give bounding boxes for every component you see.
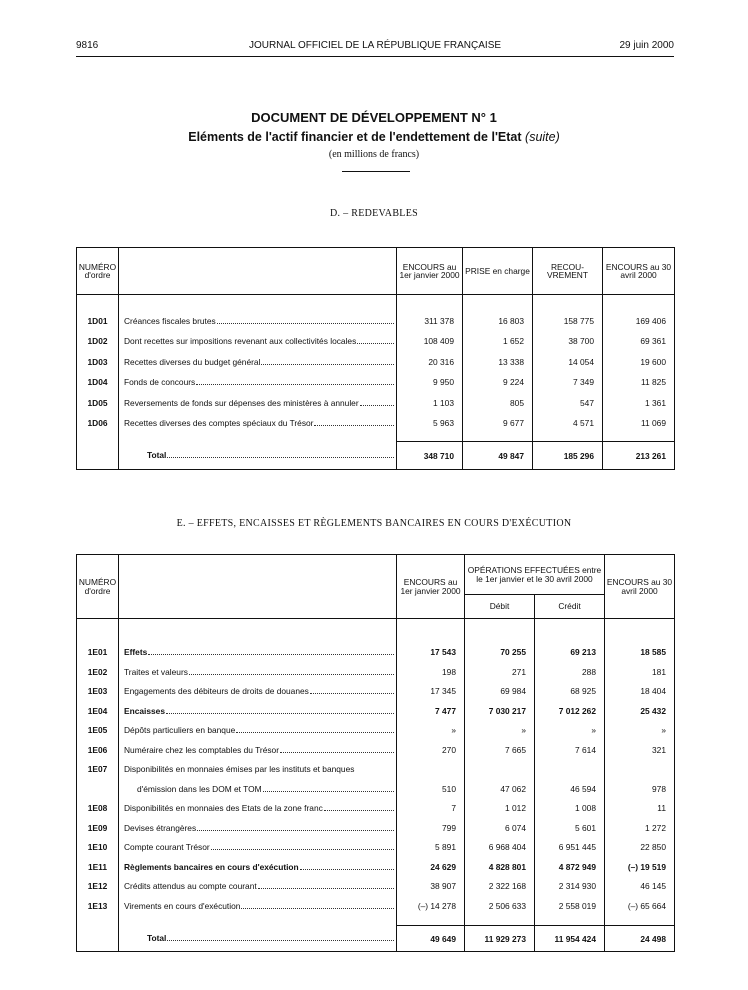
row-label: Recettes diverses du budget général [124,356,261,367]
row-value: » [605,721,675,741]
row-label-cell [119,413,397,434]
row-label-cell [119,818,397,838]
section-d-title: D. – REDEVABLES [330,208,418,219]
row-value: 1 008 [535,799,605,819]
row-value: 7 349 [533,372,603,393]
row-value: 799 [397,818,465,838]
total-label: Total [147,933,167,944]
row-value: 1 103 [397,393,463,414]
row-label-cell [119,372,397,393]
row-label-cell [119,352,397,373]
row-value: 7 614 [535,740,605,760]
row-label-cell [119,682,397,702]
row-value: 6 951 445 [535,838,605,858]
row-value: (–) 65 664 [605,896,675,916]
table-row [77,838,675,858]
col-credit-header: Crédit [535,595,605,619]
table-row [77,643,675,663]
row-label: Engagements des débiteurs de droits de douanes [124,686,309,697]
row-label: d'émission dans les DOM et TOM [137,783,262,794]
row-label-cell [119,779,397,799]
total-value: 11 929 273 [465,926,535,952]
section-e-title: E. – EFFETS, ENCAISSES ET RÈGLEMENTS BANCAIRES EN COURS D'EXÉCUTION [176,518,572,529]
row-value: 1 272 [605,818,675,838]
row-value: 11 069 [603,413,675,434]
row-value: 2 558 019 [535,896,605,916]
row-code [77,779,119,799]
row-value: 108 409 [397,331,463,352]
row-label: Dépôts particuliers en banque [124,725,236,736]
col-encours-debut-header: ENCOURS au 1er janvier 2000 [397,248,463,295]
row-label-cell [119,331,397,352]
row-value [397,760,465,780]
table-row [77,701,675,721]
row-value: 69 361 [603,331,675,352]
total-value: 24 498 [605,926,675,952]
row-code: 1D04 [87,377,108,388]
total-row [77,442,675,470]
unit-note: (en millions de francs) [328,149,420,160]
page-header [76,38,674,56]
table-row [77,799,675,819]
table-row [77,393,675,414]
row-code: 1D06 [87,418,108,429]
row-value: 4 571 [533,413,603,434]
col-prise-header: PRISE en charge [463,248,533,295]
page-number: 9816 [76,40,99,51]
table-header [77,248,675,295]
row-label-cell [119,311,397,332]
row-value: 1 361 [603,393,675,414]
row-value: 2 506 633 [465,896,535,916]
row-value: 69 213 [535,643,605,663]
row-label-cell [119,393,397,414]
row-code: 1E04 [87,705,108,716]
row-value: 38 700 [533,331,603,352]
row-value [605,760,675,780]
row-value: 46 594 [535,779,605,799]
row-value: 17 543 [397,643,465,663]
row-label: Disponibilités en monnaies émises par les instituts et banques [124,764,355,775]
total-value: 49 847 [463,442,533,470]
subtitle-suffix: (suite) [525,130,560,144]
table-row [77,877,675,897]
row-label: Devises étrangères [124,822,197,833]
row-code: 1E05 [87,725,108,736]
col-encours-debut-header: ENCOURS au 1er janvier 2000 [397,555,465,619]
row-value: 19 600 [603,352,675,373]
col-encours-fin-header: ENCOURS au 30 avril 2000 [603,248,675,295]
title-rule [342,171,410,172]
col-debit-header: Débit [465,595,535,619]
row-value: 547 [533,393,603,414]
issue-date: 29 juin 2000 [619,40,674,51]
row-label: Crédits attendus au compte courant [124,881,257,892]
row-label: Dont recettes sur impositions revenant aux collectivités locales [124,336,357,347]
row-label: Virements en cours d'exécution [124,900,241,911]
row-value: 17 345 [397,682,465,702]
row-value: 5 601 [535,818,605,838]
row-value: 4 828 801 [465,857,535,877]
redevables-table [76,247,675,470]
row-value: 158 775 [533,311,603,332]
document-subtitle: Eléments de l'actif financier et de l'endettement de l'Etat (suite) [188,130,560,144]
col-encours-fin-header: ENCOURS au 30 avril 2000 [605,555,675,619]
row-code: 1E03 [87,686,108,697]
row-value: 46 145 [605,877,675,897]
table-row [77,352,675,373]
row-value: 4 872 949 [535,857,605,877]
row-value: 1 012 [465,799,535,819]
table-row [77,896,675,916]
col-code-header: NUMÉRO d'ordre [78,261,117,280]
row-code: 1E02 [87,666,108,677]
table-row [77,857,675,877]
row-code: 1D02 [87,336,108,347]
row-code: 1D03 [87,356,108,367]
row-code: 1E06 [87,744,108,755]
row-label: Numéraire chez les comptables du Trésor [124,744,280,755]
row-value: 6 074 [465,818,535,838]
row-value: 9 677 [463,413,533,434]
row-value: 5 891 [397,838,465,858]
row-value: 2 322 168 [465,877,535,897]
row-value: 13 338 [463,352,533,373]
table-row [77,818,675,838]
row-value: 169 406 [603,311,675,332]
row-label-cell [119,701,397,721]
row-code: 1E08 [87,803,108,814]
total-value: 185 296 [533,442,603,470]
row-value: 25 432 [605,701,675,721]
journal-name: JOURNAL OFFICIEL DE LA RÉPUBLIQUE FRANÇAISE [248,40,502,51]
row-value: 271 [465,662,535,682]
row-value: 9 224 [463,372,533,393]
row-value: 11 [605,799,675,819]
row-label: Compte courant Trésor [124,842,210,853]
row-value: 321 [605,740,675,760]
total-value: 49 649 [397,926,465,952]
total-row [77,926,675,952]
row-value: 24 629 [397,857,465,877]
row-code: 1E07 [87,764,108,775]
row-value: » [397,721,465,741]
row-value: 16 803 [463,311,533,332]
row-label: Reversements de fonds sur dépenses des ministères à annuler [124,397,359,408]
col-code-header: NUMÉRO d'ordre [77,555,119,619]
total-value: 11 954 424 [535,926,605,952]
row-label: Règlements bancaires en cours d'exécution [124,861,299,872]
row-label-cell [119,857,397,877]
row-label-cell [119,838,397,858]
table-row [77,682,675,702]
row-label: Disponibilités en monnaies des Etats de la zone franc [124,803,323,814]
row-value: 5 963 [397,413,463,434]
row-code: 1E12 [87,881,108,892]
row-code: 1E13 [87,900,108,911]
row-value: 7 012 262 [535,701,605,721]
table-row [77,760,675,780]
effets-table [76,554,675,952]
row-label-cell [119,877,397,897]
row-value: 805 [463,393,533,414]
row-label-cell [119,896,397,916]
table-row [77,372,675,393]
row-value: 288 [535,662,605,682]
table-row [77,311,675,332]
row-value: 270 [397,740,465,760]
row-label-cell [119,760,397,780]
row-code: 1E10 [87,842,108,853]
row-value: 18 404 [605,682,675,702]
table-row [77,740,675,760]
row-value: 14 054 [533,352,603,373]
row-value: 11 825 [603,372,675,393]
row-value: 311 378 [397,311,463,332]
row-value: 510 [397,779,465,799]
row-value: 181 [605,662,675,682]
row-value: 198 [397,662,465,682]
row-code: 1E11 [87,861,108,872]
header-rule [76,56,674,57]
document-title: DOCUMENT DE DÉVELOPPEMENT N° 1 [251,110,497,125]
row-value [535,760,605,780]
total-value: 348 710 [397,442,463,470]
row-value: 69 984 [465,682,535,702]
row-value: 38 907 [397,877,465,897]
row-value: 7 665 [465,740,535,760]
row-value: (–) 19 519 [605,857,675,877]
total-label: Total [147,450,167,461]
row-value: 6 968 404 [465,838,535,858]
row-value: 20 316 [397,352,463,373]
row-value: » [535,721,605,741]
row-label-cell [119,662,397,682]
row-value: 47 062 [465,779,535,799]
row-label: Créances fiscales brutes [124,315,216,326]
row-value: 9 950 [397,372,463,393]
row-value: (–) 14 278 [397,896,465,916]
row-value: 2 314 930 [535,877,605,897]
row-label: Recettes diverses des comptes spéciaux du Trésor [124,418,314,429]
row-value: 978 [605,779,675,799]
table-row [77,331,675,352]
row-value: 1 652 [463,331,533,352]
row-code: 1D05 [87,397,108,408]
row-value: 18 585 [605,643,675,663]
row-value: 68 925 [535,682,605,702]
table-row [77,779,675,799]
table-row [77,721,675,741]
row-value: 22 850 [605,838,675,858]
row-label: Traites et valeurs [124,666,188,677]
row-label-cell [119,799,397,819]
row-value: » [465,721,535,741]
row-code: 1E09 [87,822,108,833]
row-code: 1E01 [87,647,108,658]
row-label-cell [119,721,397,741]
row-label-cell [119,643,397,663]
table-row [77,413,675,434]
row-label: Fonds de concours [124,377,196,388]
row-label: Effets [124,647,148,658]
row-label-cell [119,740,397,760]
row-label: Encaisses [124,705,165,716]
row-value [465,760,535,780]
table-row [77,662,675,682]
row-value: 7 [397,799,465,819]
col-recouvrement-header: RECOU- VREMENT [533,248,603,295]
row-code: 1D01 [87,315,108,326]
total-value: 213 261 [603,442,675,470]
row-value: 70 255 [465,643,535,663]
row-value: 7 477 [397,701,465,721]
row-value: 7 030 217 [465,701,535,721]
col-operations-header: OPÉRATIONS EFFECTUÉES entre le 1er janvier et le 30 avril 2000 [465,555,605,595]
